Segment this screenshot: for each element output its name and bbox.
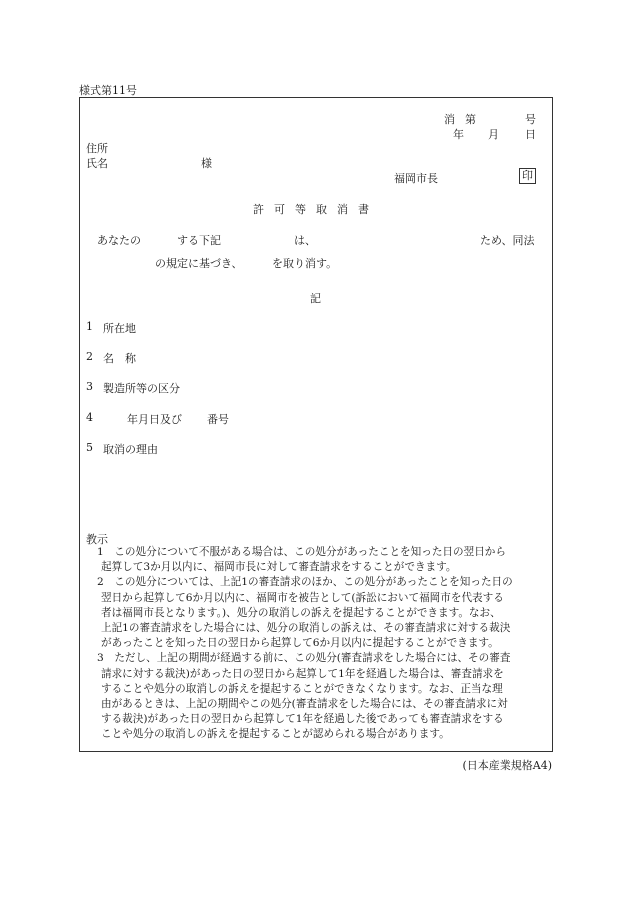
body-text-2b: を取り消す。 xyxy=(272,257,338,270)
notice-line: 者は福岡市長となります。)、処分の取消しの訴えを提起することができます。なお、 xyxy=(101,606,501,619)
item-3-num: 3 xyxy=(86,380,93,393)
notice-line: 由があるときは、上記の期間やこの処分(審査請求をした場合には、その審査請求に対 xyxy=(101,698,508,711)
document-title: 許可等取消書 xyxy=(253,203,379,216)
name-label: 氏名 xyxy=(86,157,108,170)
notice-line: する裁決)があった日の翌日から起算して1年を経過した後であっても審査請求をする xyxy=(101,713,504,726)
address-label: 住所 xyxy=(86,142,108,155)
notice-heading: 教示 xyxy=(86,533,108,546)
doc-number-go: 号 xyxy=(525,113,536,126)
notice-line: 起算して3か月以内に、福岡市長に対して審査請求をすることができます。 xyxy=(101,561,457,574)
item-5-num: 5 xyxy=(86,441,93,454)
date-day: 日 xyxy=(525,128,536,141)
notice-line: 1 この処分について不服がある場合は、この処分があったことを知った日の翌日から xyxy=(97,546,506,558)
honorific: 様 xyxy=(201,157,212,170)
notice-line: 3 ただし、上記の期間が経過する前に、この処分(審査請求をした場合には、その審査 xyxy=(97,652,511,665)
body-text-1a: あなたの xyxy=(97,234,141,247)
notice-line: 請求に対する裁決)があった日の翌日から起算して1年を経過した場合は、審査請求を xyxy=(101,667,504,680)
notice-line: 翌日から起算して6か月以内に、福岡市を被告として(訴訟において福岡市を代表する xyxy=(101,591,504,604)
body-text-1c: は、 xyxy=(294,234,316,247)
paper-size-note: (日本産業規格A4) xyxy=(462,759,552,772)
notice-body xyxy=(97,545,513,743)
issuer-name: 福岡市長 xyxy=(394,172,438,185)
item-2-num: 2 xyxy=(86,350,93,363)
ki-heading: 記 xyxy=(310,292,321,305)
item-3-label: 製造所等の区分 xyxy=(103,382,180,395)
date-month: 月 xyxy=(488,128,499,141)
item-1-label: 所在地 xyxy=(103,322,136,335)
notice-line: ことや処分の取消しの訴えを提起することが認められる場合があります。 xyxy=(101,728,450,741)
notice-line: 2 この処分については、上記1の審査請求のほか、この処分があったことを知った日の xyxy=(97,576,513,589)
seal-mark xyxy=(519,168,536,184)
item-1-num: 1 xyxy=(86,320,93,333)
seal-text: 印 xyxy=(519,168,536,184)
body-text-1b: する下記 xyxy=(177,234,221,247)
notice-line: 上記1の審査請求をした場合には、処分の取消しの訴えは、その審査請求に対する裁決 xyxy=(101,622,511,635)
doc-number-prefix: 消 xyxy=(444,113,455,126)
doc-number-dai: 第 xyxy=(465,113,476,126)
date-year: 年 xyxy=(453,128,464,141)
form-number: 様式第11号 xyxy=(79,84,137,97)
notice-line: することや処分の取消しの訴えを提起することができなくなります。なお、正当な理 xyxy=(101,682,503,695)
body-text-1d: ため、同法 xyxy=(480,234,535,247)
item-2-label: 名 称 xyxy=(103,352,136,365)
item-4-label: 年月日及び xyxy=(127,413,182,426)
body-text-2a: の規定に基づき、 xyxy=(155,257,243,270)
item-4-num: 4 xyxy=(86,411,93,424)
item-5-label: 取消の理由 xyxy=(103,443,158,456)
notice-line: があったことを知った日の翌日から起算して6か月以内に提起することができます。 xyxy=(101,637,499,650)
item-4-label-number: 番号 xyxy=(207,413,229,426)
